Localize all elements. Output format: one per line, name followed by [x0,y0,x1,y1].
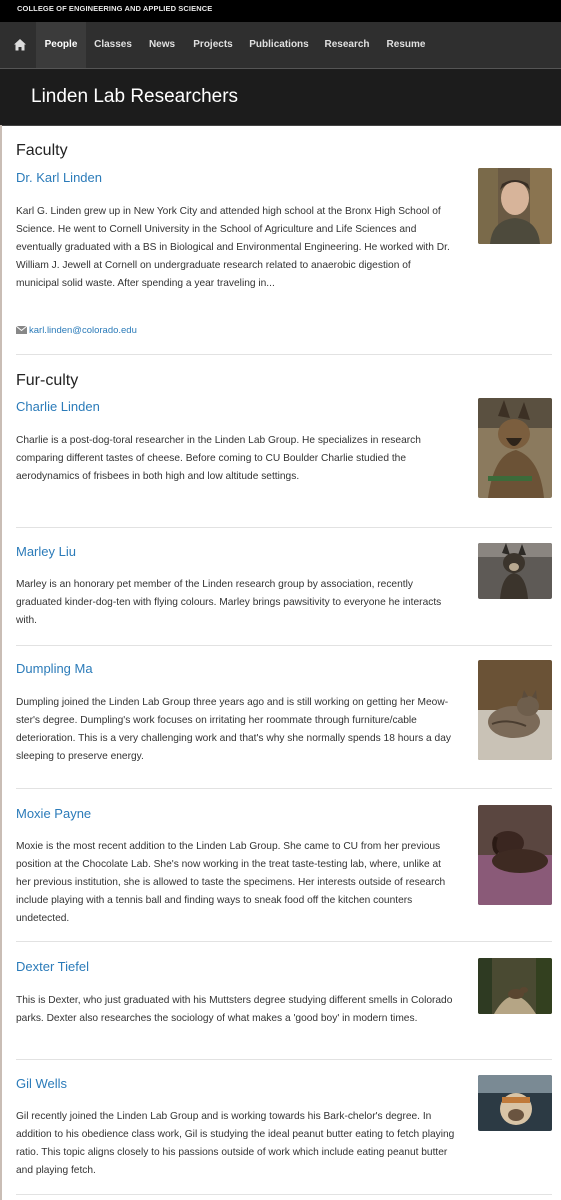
photo-marley [478,543,552,599]
person-name-charlie[interactable]: Charlie Linden [16,399,100,414]
nav-resume[interactable]: Resume [386,39,426,50]
divider [16,527,552,528]
divider [16,941,552,942]
section-furculty-title: Fur-culty [16,372,79,389]
person-name-dumpling[interactable]: Dumpling Ma [16,661,93,676]
email-text[interactable]: karl.linden@colorado.edu [29,325,137,336]
person-bio-karl: Karl G. Linden grew up in New York City and attended high school at the Bronx High School of Science. He went to Cornell University in the School of Agriculture and Life Sciences and eventually graduated with a BS in Biological and Environmental Engineering. He worked with Dr. William J. Jewell at Cornell on undergraduate research related to anaerobic digestion of municipal solid waste. After spending a year traveling in... [16,206,450,289]
divider [16,645,552,646]
person-bio-marley: Marley is an honorary pet member of the Linden research group by association, recently graduated kinder-dog-ten with flying colours. Marley brings pawsitivity to everyone he interacts with. [16,579,442,626]
photo-charlie [478,398,552,498]
photo-gil [478,1075,552,1131]
person-name-moxie[interactable]: Moxie Payne [16,806,92,821]
photo-karl [478,168,552,244]
photo-dumpling [478,660,552,760]
divider [16,788,552,789]
main-nav [0,22,561,69]
person-bio-charlie: Charlie is a post-dog-toral researcher in the Linden Lab Group. He specializes in research comparing different tastes of cheese. Before coming to CU Boulder Charlie studied the aerodynamics of frisbees in both high and low altitude settings. [16,435,421,482]
college-bar [0,0,561,22]
person-name-karl[interactable]: Dr. Karl Linden [16,170,102,185]
email-link[interactable] [16,325,137,336]
mail-icon [16,326,27,334]
nav-home[interactable] [0,22,36,68]
person-name-gil[interactable]: Gil Wells [16,1076,68,1091]
divider [16,354,552,355]
nav-projects[interactable]: Projects [193,39,233,50]
home-icon [13,38,27,52]
person-name-dexter[interactable]: Dexter Tiefel [16,959,89,974]
college-name[interactable]: COLLEGE OF ENGINEERING AND APPLIED SCIENCE [17,4,213,13]
nav-classes[interactable]: Classes [94,39,132,50]
left-border [0,125,2,1200]
nav-research[interactable]: Research [324,39,370,50]
person-bio-gil: Gil recently joined the Linden Lab Group and is working towards his Bark-chelor's degree. In addition to his obedience class work, Gil is studying the ideal peanut butter eating to fetch playing ratio. This topic aligns closely to his passions outside of work which include eating peanut butter and playing fetch. [16,1111,455,1176]
page-banner [0,69,561,126]
section-faculty-title: Faculty [16,142,68,159]
nav-people[interactable]: People [36,22,86,68]
nav-publications[interactable]: Publications [249,39,309,50]
person-bio-dexter: This is Dexter, who just graduated with his Muttsters degree studying different smells in Colorado parks. Dexter also researches the sociology of what makes a 'good boy' in modern times. [16,995,453,1024]
person-bio-dumpling: Dumpling joined the Linden Lab Group three years ago and is still working on getting her Meow-ster's degree. Dumpling's work focuses on irritating her roommate through furniture/cable deterioration. This is a very challenging work and that's why she normally spends 18 hours a day sleeping to preserve energy. [16,697,451,762]
nav-news[interactable]: News [148,39,176,50]
photo-moxie [478,805,552,905]
divider [16,1194,552,1195]
page-title: Linden Lab Researchers [31,86,239,107]
person-bio-moxie: Moxie is the most recent addition to the Linden Lab Group. She came to CU from her previous position at the Chocolate Lab. She's now working in the treat taste-testing lab, where, unlike at her previous institution, she is allowed to taste the specimens. Her interests outside of research include playing with a tennis ball and finding ways to sneak food off the kitchen counters undetected. [16,841,446,924]
photo-dexter [478,958,552,1014]
person-name-marley[interactable]: Marley Liu [16,544,76,559]
divider [16,1059,552,1060]
